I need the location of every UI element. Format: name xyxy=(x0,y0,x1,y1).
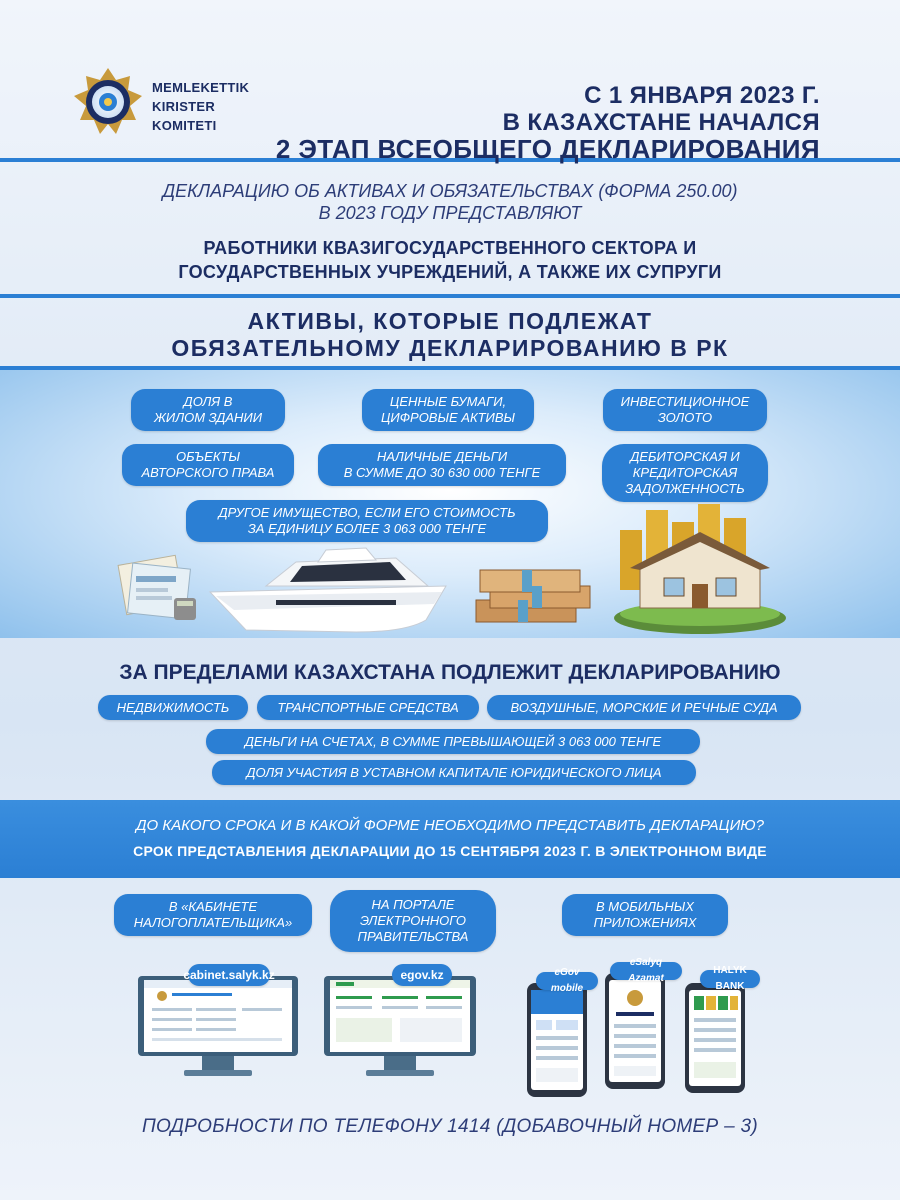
footer-contact: ПОДРОБНОСТИ ПО ТЕЛЕФОНУ 1414 (ДОБАВОЧНЫЙ НОМЕР – 3) xyxy=(141,1116,759,1137)
phone-label-text: eSalyq Azamat xyxy=(628,957,664,984)
phone-label xyxy=(536,967,598,994)
declaration-intro xyxy=(0,180,900,224)
pill-line: В СУММЕ ДО 30 630 000 ТЕНГЕ xyxy=(343,465,541,480)
asset-pill xyxy=(186,500,548,542)
phone-egov-mobile xyxy=(526,982,588,1098)
headline-line: С 1 ЯНВАРЯ 2023 Г. xyxy=(584,82,820,109)
pill-line: ДЕБИТОРСКАЯ И xyxy=(630,449,740,464)
asset-pill xyxy=(602,444,768,502)
assets-title-line: АКТИВЫ, КОТОРЫЕ ПОДЛЕЖАТ xyxy=(247,308,653,334)
divider-stripe xyxy=(0,294,900,298)
assets-title-line: ОБЯЗАТЕЛЬНОМУ ДЕКЛАРИРОВАНИЮ В РК xyxy=(171,335,729,361)
pill-line: ЗАДОЛЖЕННОСТЬ xyxy=(625,481,745,496)
abroad-pill xyxy=(212,760,696,785)
pill-line: ЭЛЕКТРОННОГО xyxy=(359,913,467,928)
assets-title xyxy=(0,308,900,362)
pill-line: ЦИФРОВЫЕ АКТИВЫ xyxy=(380,410,516,425)
abroad-pill xyxy=(206,729,700,754)
logo-wordmark xyxy=(152,78,249,135)
logo-line: KIRISTER xyxy=(152,99,216,114)
yacht-icon xyxy=(206,540,462,636)
pill-line: КРЕДИТОРСКАЯ xyxy=(632,465,738,480)
deadline-band xyxy=(0,800,900,878)
logo-line: KOMITETI xyxy=(152,118,217,133)
pill-label: ВОЗДУШНЫЕ, МОРСКИЕ И РЕЧНЫЕ СУДА xyxy=(510,699,778,715)
pill-line: ДРУГОЕ ИМУЩЕСТВО, ЕСЛИ ЕГО СТОИМОСТЬ xyxy=(218,505,516,520)
abroad-title: ЗА ПРЕДЕЛАМИ КАЗАХСТАНА ПОДЛЕЖИТ ДЕКЛАРИРОВАНИЮ xyxy=(119,661,781,684)
phone-label xyxy=(610,957,682,984)
channel-pill xyxy=(562,894,728,936)
declarants-text xyxy=(0,236,900,284)
pill-line: В «КАБИНЕТЕ xyxy=(168,899,258,914)
monitor-label-text: cabinet.salyk.kz xyxy=(183,968,275,982)
pill-line: НАЛОГОПЛАТЕЛЬЩИКА» xyxy=(133,915,293,930)
abroad-pill xyxy=(98,695,248,720)
pill-line: ЦЕННЫЕ БУМАГИ, xyxy=(389,394,507,409)
pill-line: ЗОЛОТО xyxy=(657,410,713,425)
asset-pill xyxy=(603,389,767,431)
phone-esalyq-azamat xyxy=(604,972,666,1090)
phone-label xyxy=(700,965,760,992)
channel-pill xyxy=(330,890,496,952)
declarants-line: ГОСУДАРСТВЕННЫХ УЧРЕЖДЕНИЙ, А ТАКЖЕ ИХ СУПРУГИ xyxy=(178,262,722,282)
declarants-line: РАБОТНИКИ КВАЗИГОСУДАРСТВЕННОГО СЕКТОРА И xyxy=(203,238,697,258)
pill-line: ПРИЛОЖЕНИЯХ xyxy=(593,915,697,930)
banknote-stacks-icon xyxy=(470,560,598,630)
pill-line: ПРАВИТЕЛЬСТВА xyxy=(357,929,469,944)
deadline-answer: СРОК ПРЕДСТАВЛЕНИЯ ДЕКЛАРАЦИИ ДО 15 СЕНТЯБРЯ 2023 Г. В ЭЛЕКТРОННОМ ВИДЕ xyxy=(133,843,767,859)
house-with-gold-coins-icon xyxy=(600,500,790,636)
monitor-label-text: egov.kz xyxy=(400,968,444,982)
abroad-pill xyxy=(257,695,479,720)
pill-line: ЗА ЕДИНИЦУ БОЛЕЕ 3 063 000 ТЕНГЕ xyxy=(247,521,487,536)
pill-label: ДЕНЬГИ НА СЧЕТАХ, В СУММЕ ПРЕВЫШАЮЩЕЙ 3 063 000 ТЕНГЕ xyxy=(244,733,662,749)
pill-label: ДОЛЯ УЧАСТИЯ В УСТАВНОМ КАПИТАЛЕ ЮРИДИЧЕСКОГО ЛИЦА xyxy=(246,764,662,780)
abroad-pill xyxy=(487,695,801,720)
asset-pill xyxy=(362,389,534,431)
pill-line: ОБЪЕКТЫ xyxy=(176,449,240,464)
tax-committee-emblem-icon xyxy=(72,66,144,138)
pill-label: ТРАНСПОРТНЫЕ СРЕДСТВА xyxy=(277,699,459,715)
phone-label-text: eGov mobile xyxy=(550,967,584,994)
asset-pill xyxy=(131,389,285,431)
phone-label-text: HALYK BANK xyxy=(713,965,747,992)
asset-pill xyxy=(122,444,294,486)
pill-label: НЕДВИЖИМОСТЬ xyxy=(116,699,230,715)
pill-line: НА ПОРТАЛЕ xyxy=(371,897,455,912)
pill-line: НАЛИЧНЫЕ ДЕНЬГИ xyxy=(376,449,508,464)
pill-line: В МОБИЛЬНЫХ xyxy=(596,899,694,914)
channel-pill xyxy=(114,894,312,936)
asset-pill xyxy=(318,444,566,486)
headline xyxy=(276,82,820,163)
pill-line: ИНВЕСТИЦИОННОЕ xyxy=(620,394,750,409)
headline-line: 2 ЭТАП ВСЕОБЩЕГО ДЕКЛАРИРОВАНИЯ xyxy=(275,134,820,164)
securities-documents-icon xyxy=(116,552,202,626)
declaration-line: В 2023 ГОДУ ПРЕДСТАВЛЯЮТ xyxy=(318,203,582,223)
declaration-line: ДЕКЛАРАЦИЮ ОБ АКТИВАХ И ОБЯЗАТЕЛЬСТВАХ (ФОРМА 250.00) xyxy=(162,181,738,201)
headline-line: В КАЗАХСТАНЕ НАЧАЛСЯ xyxy=(502,109,820,136)
pill-line: АВТОРСКОГО ПРАВА xyxy=(141,465,275,480)
monitor-label xyxy=(183,964,275,986)
pill-line: ЖИЛОМ ЗДАНИИ xyxy=(153,410,263,425)
pill-line: ДОЛЯ В xyxy=(183,394,233,409)
deadline-question: ДО КАКОГО СРОКА И В КАКОЙ ФОРМЕ НЕОБХОДИМО ПРЕДСТАВИТЬ ДЕКЛАРАЦИЮ? xyxy=(135,817,764,834)
logo-line: MEMLEKETTIK xyxy=(152,80,250,95)
monitor-label xyxy=(392,964,452,986)
phone-halyk-bank xyxy=(684,982,746,1094)
